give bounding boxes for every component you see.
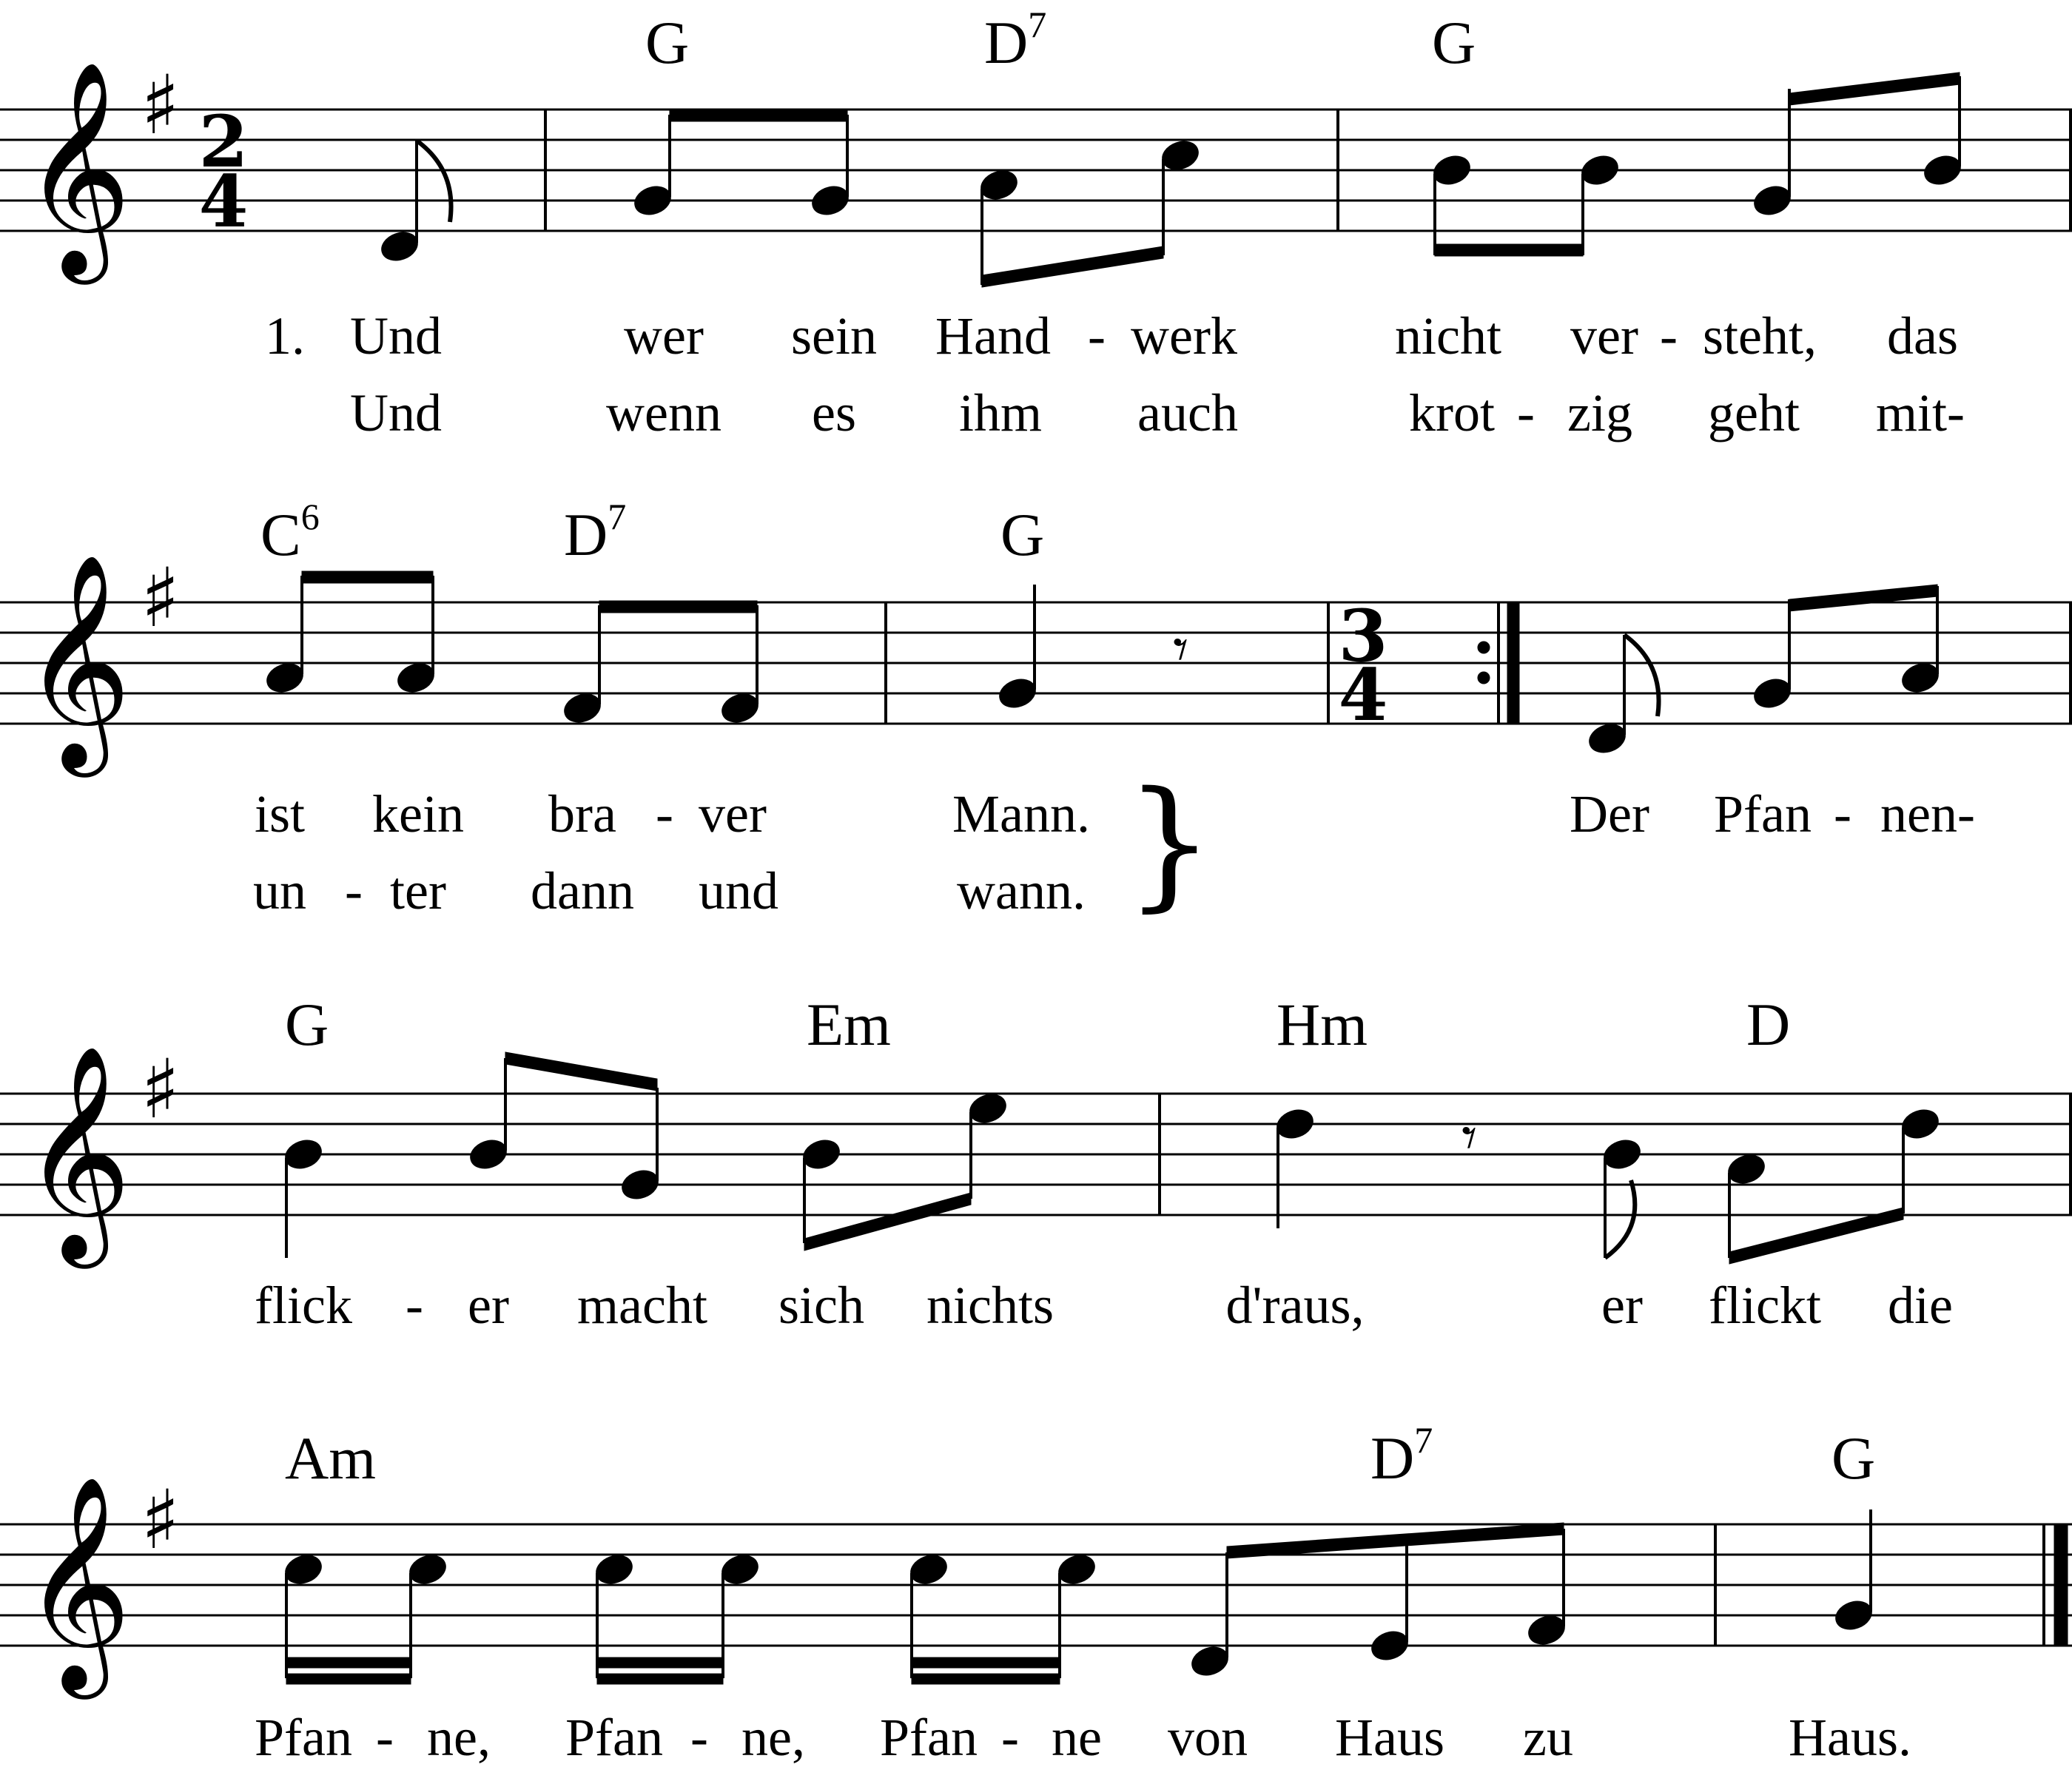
lyric-syllable: Und — [350, 383, 442, 442]
lyric-syllable: nicht — [1395, 306, 1501, 366]
lyric-hyphen: - — [1834, 784, 1851, 844]
chord-symbol: G — [1000, 501, 1045, 568]
beam — [912, 1657, 1060, 1668]
system-1 — [0, 4, 2072, 442]
lyric-syllable: flick — [255, 1276, 352, 1335]
lyric-syllable: Haus — [1335, 1708, 1444, 1767]
lyric-hyphen: - — [406, 1276, 423, 1335]
chord-symbol: $D^7$ — [564, 496, 627, 568]
lyric-syllable: macht — [577, 1276, 707, 1335]
lyric-syllable: nichts — [926, 1276, 1054, 1335]
chord-symbol: Am — [285, 1424, 376, 1492]
lyric-syllable: sich — [778, 1276, 864, 1335]
beam — [599, 601, 757, 613]
lyric-syllable: ter — [390, 861, 446, 920]
lyric-syllable: kein — [372, 784, 464, 844]
lyric-syllable: mit- — [1876, 383, 1965, 442]
beam — [597, 1674, 723, 1684]
system-2 — [0, 496, 2072, 925]
chord-symbol: G — [1432, 9, 1476, 76]
chord-symbol: $D^7$ — [984, 4, 1047, 76]
lyric-syllable: bra — [548, 784, 616, 844]
lyric-syllable: un — [253, 861, 306, 920]
lyric-syllable: Der — [1570, 784, 1649, 844]
lyric-hyphen: - — [345, 861, 363, 920]
lyric-syllable: ne, — [427, 1708, 491, 1767]
lyric-syllable: er — [468, 1276, 509, 1335]
lyric-syllable: Pfan — [255, 1708, 352, 1767]
lyric-syllable: Haus. — [1789, 1708, 1911, 1767]
chord-symbol: G — [1832, 1424, 1876, 1492]
notes — [281, 1052, 1942, 1264]
lyric-syllable: wann. — [957, 861, 1086, 920]
verse-number: 1. — [265, 306, 305, 366]
chord-symbol: G — [285, 991, 329, 1058]
lyric-hyphen: - — [1088, 306, 1106, 366]
treble-clef-icon: 𝄞 — [22, 552, 132, 767]
eighth-rest-icon: 𝄾 — [1462, 1103, 1478, 1172]
chord-symbol: $C^6$ — [260, 496, 320, 568]
lyric-syllable: zig — [1567, 383, 1632, 442]
chord-symbol: D — [1746, 991, 1791, 1058]
verse-brace-icon: } — [1125, 761, 1214, 925]
lyric-syllable: Pfan — [1714, 784, 1812, 844]
chord-symbol: $D^7$ — [1370, 1419, 1433, 1492]
lyric-syllable: wer — [624, 306, 704, 366]
sharp-icon: ♯ — [141, 1472, 181, 1567]
eighth-rest-icon: 𝄾 — [1173, 615, 1189, 684]
lyric-syllable: ne — [1052, 1708, 1102, 1767]
lyric-syllable: flickt — [1709, 1276, 1821, 1335]
beam — [286, 1657, 411, 1668]
lyric-syllable: zu — [1523, 1708, 1573, 1767]
lyric-hyphen: - — [656, 784, 673, 844]
lyric-syllable: Hand — [935, 306, 1051, 366]
time-signature-denominator: 4 — [198, 160, 249, 243]
notes — [263, 571, 1942, 757]
lyric-syllable: von — [1168, 1708, 1248, 1767]
lyric-syllable: Und — [350, 306, 442, 366]
time-signature-numerator: 2 — [198, 100, 249, 184]
lyric-syllable: nen- — [1880, 784, 1975, 844]
note-flag — [1605, 1180, 1635, 1258]
system-4 — [0, 1419, 2072, 1767]
beam — [982, 246, 1163, 287]
lyric-syllable: wenn — [606, 383, 722, 442]
beam — [912, 1674, 1060, 1684]
system-3 — [0, 991, 2072, 1335]
note-flag — [1624, 635, 1659, 716]
lyric-syllable: dann — [531, 861, 634, 920]
lyric-syllable: d'raus, — [1225, 1276, 1365, 1335]
sharp-icon: ♯ — [141, 58, 181, 152]
lyric-syllable: auch — [1137, 383, 1238, 442]
lyric-syllable: es — [812, 383, 856, 442]
time-signature-denominator: 4 — [1338, 653, 1388, 737]
beam — [1789, 73, 1960, 105]
lyric-syllable: steht, — [1703, 306, 1817, 366]
lyric-syllable: er — [1601, 1276, 1643, 1335]
sharp-icon: ♯ — [141, 1042, 181, 1137]
lyric-syllable: krot — [1409, 383, 1495, 442]
treble-clef-icon: 𝄞 — [22, 1043, 132, 1259]
beam — [804, 1193, 971, 1251]
lyric-hyphen: - — [1517, 383, 1535, 442]
lyric-hyphen: - — [1660, 306, 1678, 366]
lyric-syllable: geht — [1708, 383, 1800, 442]
treble-clef-icon: 𝄞 — [22, 59, 132, 275]
lyric-syllable: Pfan — [880, 1708, 978, 1767]
lyric-syllable: sein — [791, 306, 877, 366]
lyric-syllable: werk — [1131, 306, 1237, 366]
sharp-icon: ♯ — [141, 551, 181, 645]
beam — [597, 1657, 723, 1668]
lyric-syllable: ver — [699, 784, 767, 844]
chord-symbol: Hm — [1276, 991, 1368, 1058]
beam — [505, 1052, 657, 1091]
lyric-syllable: Pfan — [565, 1708, 663, 1767]
beam — [1435, 244, 1583, 256]
treble-clef-icon: 𝄞 — [22, 1474, 132, 1689]
beam — [302, 571, 433, 583]
staff-lines — [0, 1524, 2072, 1646]
note-flag — [417, 141, 451, 222]
lyric-syllable: ver — [1570, 306, 1638, 366]
chord-symbol: Em — [807, 991, 891, 1058]
lyric-syllable: und — [699, 861, 778, 920]
chord-symbol: G — [645, 9, 690, 76]
lyric-syllable: ist — [254, 784, 306, 844]
lyric-syllable: ihm — [958, 383, 1043, 442]
lyric-hyphen: - — [1001, 1708, 1019, 1767]
beam — [1227, 1523, 1564, 1558]
lyric-hyphen: - — [376, 1708, 394, 1767]
lyric-syllable: Mann. — [952, 784, 1090, 844]
beam — [286, 1674, 411, 1684]
notes — [377, 73, 1964, 287]
lyric-syllable: ne, — [741, 1708, 805, 1767]
notes — [281, 1509, 1875, 1684]
time-signature-numerator: 3 — [1338, 594, 1388, 678]
lyric-syllable: die — [1888, 1276, 1953, 1335]
note-head — [377, 228, 421, 266]
beam — [670, 110, 847, 121]
beam — [1789, 585, 1937, 611]
lyric-syllable: das — [1887, 306, 1958, 366]
lyric-hyphen: - — [690, 1708, 708, 1767]
